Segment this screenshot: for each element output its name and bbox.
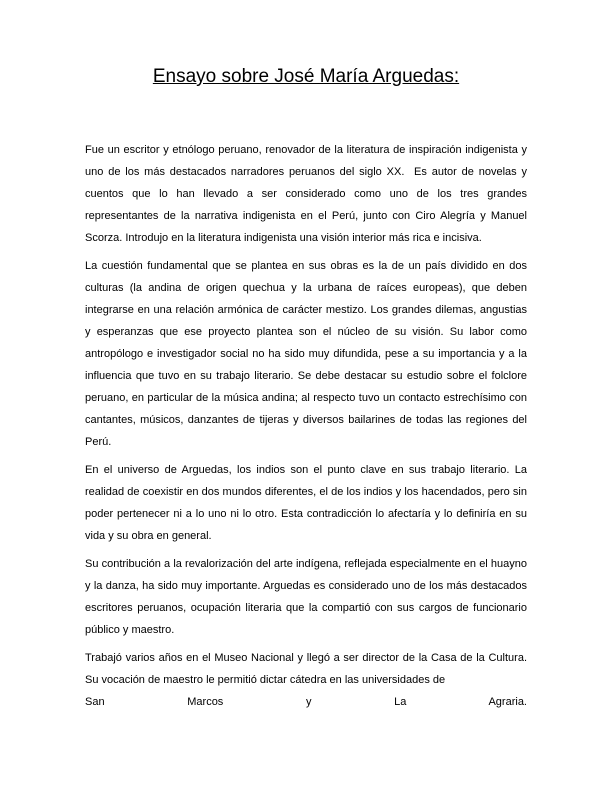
paragraph-4: Su contribución a la revalorización del arte indígena, reflejada especialmente en el huayno y la danza, ha sido muy importante. Arguedas es considerado uno de los más destacados escritores peruanos, ocupación literaria que la compartió con sus cargos de funcionario público y maestro.: [85, 558, 527, 636]
paragraph-2: La cuestión fundamental que se plantea en sus obras es la de un país dividido en dos culturas (la andina de origen quechua y la urbana de raíces europeas), que deben integrarse en una relación armónica de carácter mestizo. Los grandes dilemas, angustias y esperanzas que ese proyecto plantea son el núcleo de su visión. Su labor como antropólogo e investigador social no ha sido muy difundida, pese a su importancia y a la influencia que tuvo en su trabajo literario. Se debe destacar su estudio sobre el folclore peruano, en particular de la música andina; al respecto tuvo un contacto estrechísimo con cantantes, músicos, danzantes de tijeras y diversos bailarines de todas las regiones del Perú.: [85, 260, 527, 448]
paragraph-5-last-line: San Marcos y La Agraria.: [85, 696, 527, 708]
document-title: Ensayo sobre José María Arguedas:: [152, 66, 460, 87]
paragraph-3: En el universo de Arguedas, los indios son el punto clave en sus trabajo literario. La realidad de coexistir en dos mundos diferentes, el de los indios y los hacendados, pero sin poder pertenecer ni a lo uno ni lo otro. Esta contradicción lo afectaría y lo definiría en su vida y su obra en general.: [85, 464, 527, 542]
paragraph-1: Fue un escritor y etnólogo peruano, renovador de la literatura de inspiración indigenista y uno de los más destacados narradores peruanos del siglo XX. Es autor de novelas y cuentos que lo han llevado a ser considerado como uno de los tres grandes representantes de la narrativa indigenista en el Perú, junto con Ciro Alegría y Manuel Scorza. Introdujo en la literatura indigenista una visión interior más rica e incisiva.: [85, 144, 527, 244]
paragraph-5: Trabajó varios años en el Museo Nacional y llegó a ser director de la Casa de la Cultura. Su vocación de maestro le permitió dictar cátedra en las universidades de: [85, 652, 527, 686]
